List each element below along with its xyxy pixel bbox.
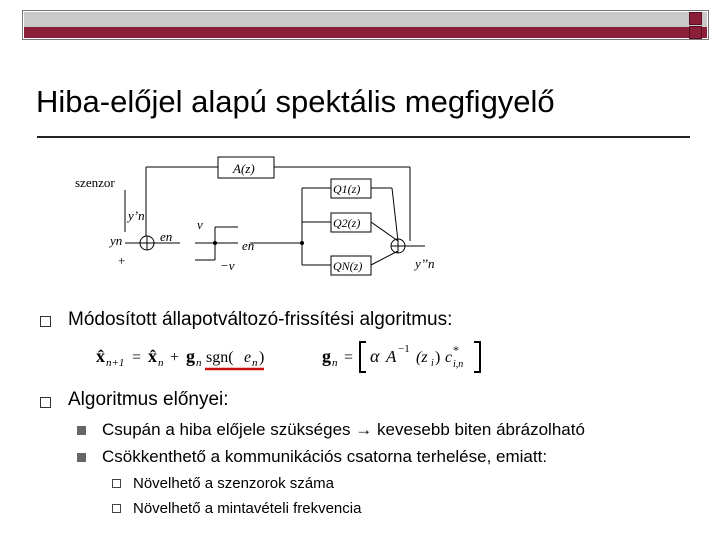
bullet-text: Algoritmus előnyei: xyxy=(68,389,229,410)
svg-text:A: A xyxy=(386,347,397,366)
svg-text:x̂: x̂ xyxy=(148,346,157,366)
svg-text:=: = xyxy=(132,349,142,366)
en-sign-label: en xyxy=(242,238,255,253)
q1-label: Q1(z) xyxy=(333,182,361,196)
bullet-marker xyxy=(40,316,51,327)
left-bracket xyxy=(360,342,366,372)
gain-formula xyxy=(318,336,498,376)
svg-text:x̂: x̂ xyxy=(96,346,105,366)
svg-text:(z: (z xyxy=(416,349,428,366)
szenzor-label: szenzor xyxy=(75,175,115,190)
sub-bullet-text: Csupán a hiba előjele szükséges → kevesebb biten ábrázolható xyxy=(102,420,585,439)
sub-bullet-text: Csökkenthető a kommunikációs csatorna terhelése, emiatt: xyxy=(102,447,548,466)
svg-text:*: * xyxy=(453,343,459,357)
bullet-text: Módosított állapotváltozó-frissítési algoritmus: xyxy=(68,309,453,330)
qn-label: QN(z) xyxy=(333,259,363,273)
sub-sub-bullet-marker xyxy=(112,504,121,513)
minus-v-label: −v xyxy=(220,258,235,273)
svg-text:α: α xyxy=(370,346,380,366)
svg-text:c: c xyxy=(445,349,453,366)
plus-label: + xyxy=(118,253,126,268)
sub-sub-bullet-text: Növelhető a mintavételi frekvencia xyxy=(133,500,362,517)
svg-text:−1: −1 xyxy=(398,343,410,355)
svg-text:n: n xyxy=(158,357,164,369)
svg-text:n+1: n+1 xyxy=(106,357,125,369)
sub-bullet-marker xyxy=(77,426,86,435)
bullet-marker xyxy=(40,397,51,408)
sub-sub-bullet-text: Növelhető a szenzorok száma xyxy=(133,475,334,492)
svg-text:n: n xyxy=(252,357,258,369)
svg-text:n: n xyxy=(332,357,338,369)
sub-bullet-marker xyxy=(77,453,86,462)
en-input-label: en xyxy=(160,229,173,244)
v-label: v xyxy=(197,217,203,232)
slide-title: Hiba-előjel alapú spektális megfigyelő xyxy=(36,84,555,119)
q2-label: Q2(z) xyxy=(333,216,361,230)
right-bracket xyxy=(474,342,480,372)
svg-text:i,n: i,n xyxy=(453,359,464,370)
svg-text:g: g xyxy=(322,346,331,366)
svg-text:e: e xyxy=(244,349,252,366)
svg-text:): ) xyxy=(435,349,441,366)
y-prime-label: y’n xyxy=(128,208,145,223)
svg-text:i: i xyxy=(431,358,434,369)
svg-text:=: = xyxy=(344,349,354,366)
svg-text:+: + xyxy=(170,349,180,366)
a-z-label: A(z) xyxy=(233,161,255,176)
svg-text:): ) xyxy=(259,349,265,366)
y-double-prime-label: y’’n xyxy=(415,256,435,271)
update-formula xyxy=(92,340,292,372)
svg-text:sgn(: sgn( xyxy=(206,349,234,366)
sub-sub-bullet-marker xyxy=(112,479,121,488)
svg-text:g: g xyxy=(186,346,195,366)
svg-text:n: n xyxy=(196,357,202,369)
yn-label: yn xyxy=(110,233,123,248)
